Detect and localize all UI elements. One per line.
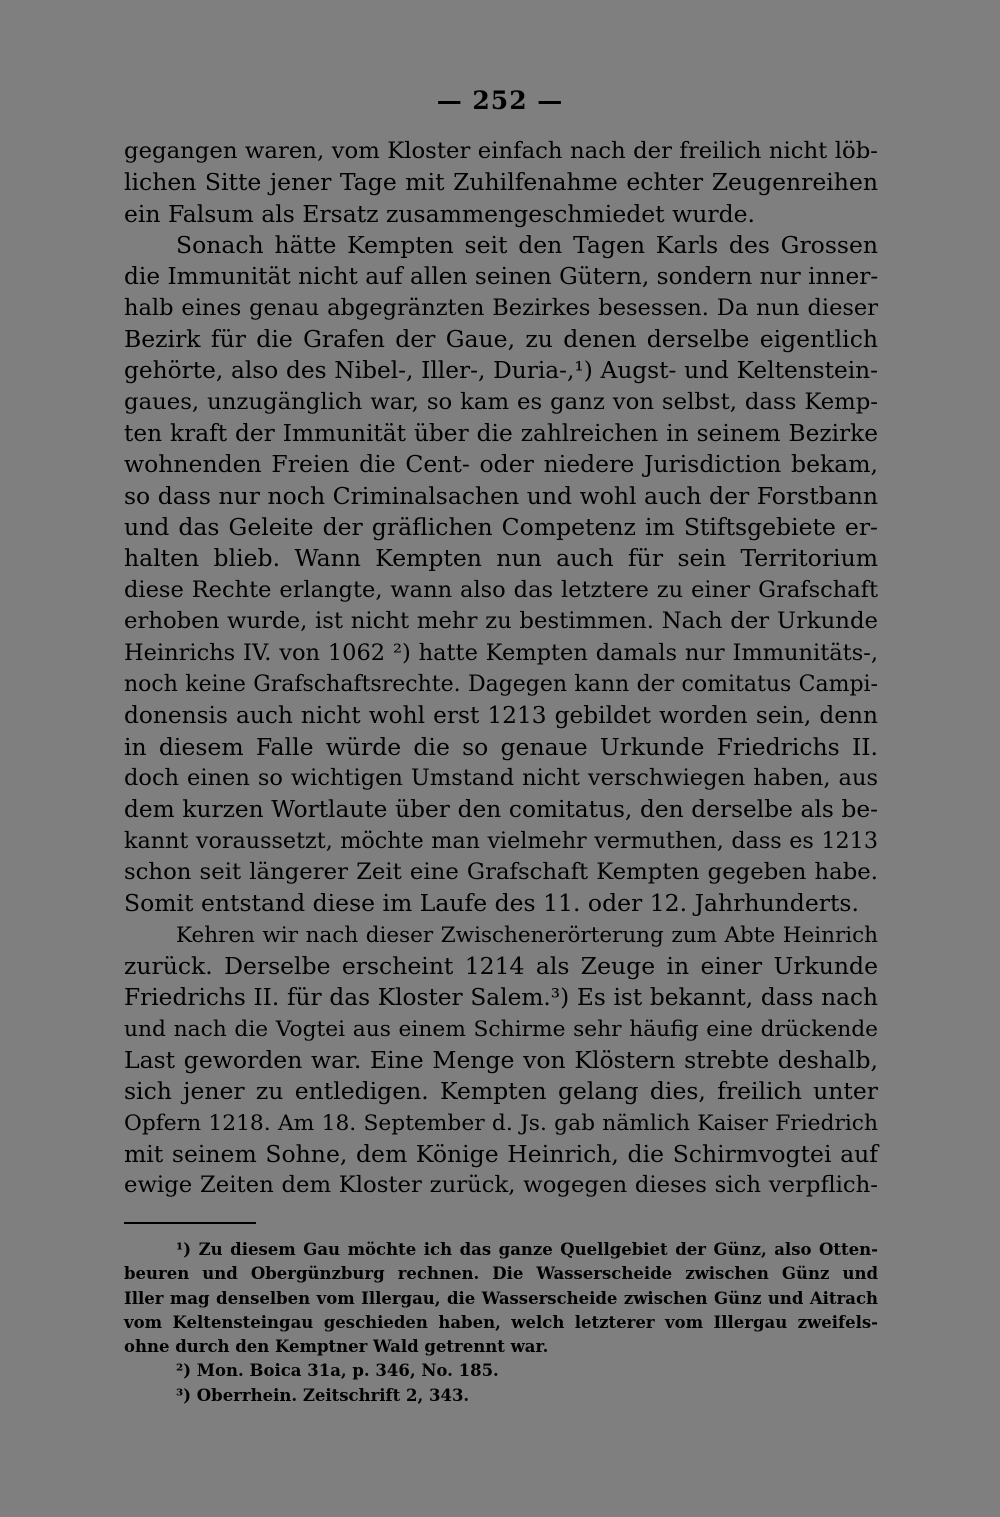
footnote-line: ohne durch den Kemptner Wald getrennt war. xyxy=(124,1337,549,1357)
text-line: kannt voraussetzt, möchte man vielmehr vermuthen, dass es 1213 xyxy=(124,827,878,854)
text-line: so dass nur noch Criminalsachen und wohl auch der Forstbann xyxy=(124,481,878,510)
text-line: donensis auch nicht wohl erst 1213 gebildet worden sein, denn xyxy=(124,702,878,730)
text-line: sich jener zu entledigen. Kempten gelang dies, freilich unter xyxy=(124,1077,878,1106)
footnote-line: beuren und Obergünzburg rechnen. Die Wasserscheide zwischen Günz und xyxy=(124,1264,878,1284)
footnote-separator xyxy=(124,1222,256,1224)
text-line: Friedrichs II. für das Kloster Salem.³) Es ist bekannt, dass nach xyxy=(124,984,878,1012)
text-line: gaues, unzugänglich war, so kam es ganz von selbst, dass Kemp- xyxy=(124,388,878,415)
text-line: ten kraft der Immunität über die zahlreichen in seinem Bezirke xyxy=(124,420,878,448)
text-line: die Immunität nicht auf allen seinen Gütern, sondern nur inner- xyxy=(124,263,879,291)
text-line: und das Geleite der gräflichen Competenz im Stiftsgebiete er- xyxy=(124,513,878,542)
text-line: diese Rechte erlangte, wann also das letztere zu einer Grafschaft xyxy=(124,576,878,603)
text-line: ein Falsum als Ersatz zusammengeschmiedet wurde. xyxy=(124,199,756,228)
text-line: Sonach hätte Kempten seit den Tagen Karls des Grossen xyxy=(176,231,878,260)
text-line: doch einen so wichtigen Umstand nicht verschwiegen haben, aus xyxy=(124,764,878,791)
text-line: erhoben wurde, ist nicht mehr zu bestimmen. Nach der Urkunde xyxy=(124,608,878,635)
footnote-line: Iller mag denselben vom Illergau, die Wasserscheide zwischen Günz und Aitrach xyxy=(124,1288,878,1308)
text-line: Kehren wir nach dieser Zwischenerörterung zum Abte Heinrich xyxy=(176,922,878,948)
footnote-line: vom Keltensteingau geschieden haben, welch letzterer vom Illergau zweifels- xyxy=(124,1312,878,1332)
footnote-line: ¹) Zu diesem Gau möchte ich das ganze Quellgebiet der Günz, also Otten- xyxy=(176,1240,878,1259)
text-line: und nach die Vogtei aus einem Schirme sehr häufig eine drückende xyxy=(124,1016,878,1042)
text-line: ewige Zeiten dem Kloster zurück, wogegen dieses sich verpflich- xyxy=(124,1172,878,1199)
footnote-line: ³) Oberrhein. Zeitschrift 2, 343. xyxy=(176,1385,470,1405)
text-line: gegangen waren, vom Kloster einfach nach der freilich nicht löb- xyxy=(124,138,878,164)
text-line: gehörte, also des Nibel-, Iller-, Duria-,¹) Augst- und Keltenstein- xyxy=(124,357,878,385)
text-line: schon seit längerer Zeit eine Grafschaft Kempten gegeben habe. xyxy=(124,858,878,885)
footnotes xyxy=(124,1238,878,1408)
text-line: zurück. Derselbe erscheint 1214 als Zeuge in einer Urkunde xyxy=(124,951,878,980)
main-text xyxy=(124,136,878,1202)
text-line: lichen Sitte jener Tage mit Zuhilfenahme echter Zeugenreihen xyxy=(124,168,878,197)
text-line: wohnenden Freien die Cent- oder niedere Jurisdiction bekam, xyxy=(124,450,878,479)
text-line: Last geworden war. Eine Menge von Klöstern strebte deshalb, xyxy=(124,1045,878,1074)
text-line: noch keine Grafschaftsrechte. Dagegen kann der comitatus Campi- xyxy=(124,671,878,697)
text-line: halb eines genau abgegränzten Bezirkes besessen. Da nun dieser xyxy=(124,294,878,321)
text-line: mit seinem Sohne, dem Könige Heinrich, die Schirmvogtei auf xyxy=(124,1140,878,1168)
text-line: Bezirk für die Grafen der Gaue, zu denen derselbe eigentlich xyxy=(124,325,878,354)
text-line: halten blieb. Wann Kempten nun auch für sein Territorium xyxy=(124,544,878,573)
text-line: Opfern 1218. Am 18. September d. Js. gab nämlich Kaiser Friedrich xyxy=(124,1110,878,1136)
text-line: in diesem Falle würde die so genaue Urkunde Friedrichs II. xyxy=(124,732,878,761)
text-line: Somit entstand diese im Laufe des 11. oder 12. Jahrhunderts. xyxy=(124,889,859,918)
footnote-line: ²) Mon. Boica 31a, p. 346, No. 185. xyxy=(176,1361,499,1381)
text-line: dem kurzen Wortlaute über den comitatus, den derselbe als be- xyxy=(124,796,878,824)
text-line: Heinrichs IV. von 1062 ²) hatte Kempten damals nur Immunitäts-, xyxy=(124,639,878,666)
page-number: — 252 — xyxy=(436,86,564,115)
